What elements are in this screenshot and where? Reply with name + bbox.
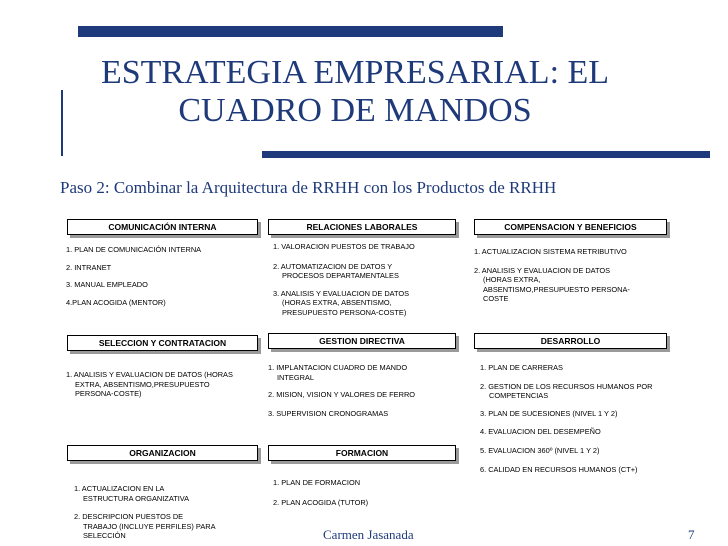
list-item: (HORAS EXTRA, xyxy=(483,275,541,285)
list-item: 3. MANUAL EMPLEADO xyxy=(66,280,148,290)
list-item: 1. ACTUALIZACION EN LA xyxy=(74,484,165,493)
list-item: 1. VALORACION PUESTOS DE TRABAJO xyxy=(273,242,415,251)
list-item: PERSONA-COSTE) xyxy=(75,389,142,399)
decorative-top-bar xyxy=(78,26,503,37)
header-gestion-directiva: GESTION DIRECTIVA xyxy=(268,333,456,349)
list-item: 5. EVALUACION 360º (NIVEL 1 Y 2) xyxy=(480,445,600,455)
list-item: ESTRUCTURA ORGANIZATIVA xyxy=(83,493,190,503)
list-item: 2. INTRANET xyxy=(66,262,112,272)
list-gestion-directiva xyxy=(268,363,468,425)
list-item: 3. SUPERVISION CRONOGRAMAS xyxy=(268,408,389,418)
list-organizacion xyxy=(74,484,264,541)
list-item: 1. IMPLANTACION CUADRO DE MANDO xyxy=(268,363,408,372)
list-item: 2. MISION, VISION Y VALORES DE FERRO xyxy=(268,390,416,400)
list-item: (HORAS EXTRA, ABSENTISMO, xyxy=(282,298,392,308)
list-item: 2. DESCRIPCION PUESTOS DE xyxy=(74,512,184,522)
list-item: 2. GESTION DE LOS RECURSOS HUMANOS POR xyxy=(480,381,653,391)
list-item: 2. PLAN ACOGIDA (TUTOR) xyxy=(273,497,369,507)
header-seleccion-contratacion: SELECCION Y CONTRATACION xyxy=(67,335,258,351)
list-item: COSTE xyxy=(483,294,509,304)
list-item: 1. PLAN DE CARRERAS xyxy=(480,363,563,372)
list-item: INTEGRAL xyxy=(277,372,314,382)
list-item: 2. ANALISIS Y EVALUACION DE DATOS xyxy=(474,265,611,275)
page-number: 7 xyxy=(688,527,695,542)
list-item: EXTRA, ABSENTISMO,PRESUPUESTO xyxy=(75,379,210,389)
list-item: 1. ACTUALIZACION SISTEMA RETRIBUTIVO xyxy=(474,247,627,256)
list-formacion xyxy=(273,478,463,514)
slide-title: ESTRATEGIA EMPRESARIAL: EL CUADRO DE MANDOS xyxy=(100,54,610,129)
list-comunicacion-interna xyxy=(66,245,261,314)
list-seleccion-contratacion xyxy=(66,370,266,399)
list-item: 1. PLAN DE FORMACION xyxy=(273,478,361,487)
list-item: 2. AUTOMATIZACION DE DATOS Y xyxy=(273,261,393,271)
list-desarrollo xyxy=(480,363,680,481)
list-item: 4. EVALUACION DEL DESEMPEÑO xyxy=(480,427,601,437)
list-item: 1. PLAN DE COMUNICACIÓN INTERNA xyxy=(66,245,202,254)
list-item: PROCESOS DEPARTAMENTALES xyxy=(282,271,399,281)
header-comunicacion-interna: COMUNICACIÓN INTERNA xyxy=(67,219,258,235)
list-item: COMPETENCIAS xyxy=(489,391,549,401)
list-compensacion-beneficios xyxy=(474,247,674,304)
list-item: PRESUPUESTO PERSONA-COSTE) xyxy=(282,307,407,317)
list-item: 3. PLAN DE SUCESIONES (NIVEL 1 Y 2) xyxy=(480,408,618,418)
list-item: ABSENTISMO,PRESUPUESTO PERSONA- xyxy=(483,284,630,294)
list-item: 1. ANALISIS Y EVALUACION DE DATOS (HORAS xyxy=(66,370,233,379)
footer-author: Carmen Jasanada xyxy=(323,527,414,542)
header-compensacion-beneficios: COMPENSACION Y BENEFICIOS xyxy=(474,219,667,235)
header-desarrollo: DESARROLLO xyxy=(474,333,667,349)
list-item: SELECCIÓN xyxy=(83,531,126,541)
header-formacion: FORMACION xyxy=(268,445,456,461)
list-item: 6. CALIDAD EN RECURSOS HUMANOS (CT+) xyxy=(480,464,638,474)
list-item: TRABAJO (INCLUYE PERFILES) PARA xyxy=(83,521,216,531)
list-item: 3. ANALISIS Y EVALUACION DE DATOS xyxy=(273,288,410,298)
list-item: 4.PLAN ACOGIDA (MENTOR) xyxy=(66,297,166,307)
decorative-title-underline xyxy=(262,151,710,158)
header-organizacion: ORGANIZACION xyxy=(67,445,258,461)
list-relaciones-laborales xyxy=(273,242,468,318)
slide-subtitle: Paso 2: Combinar la Arquitectura de RRHH con los Productos de RRHH xyxy=(60,178,557,197)
header-relaciones-laborales: RELACIONES LABORALES xyxy=(268,219,456,235)
